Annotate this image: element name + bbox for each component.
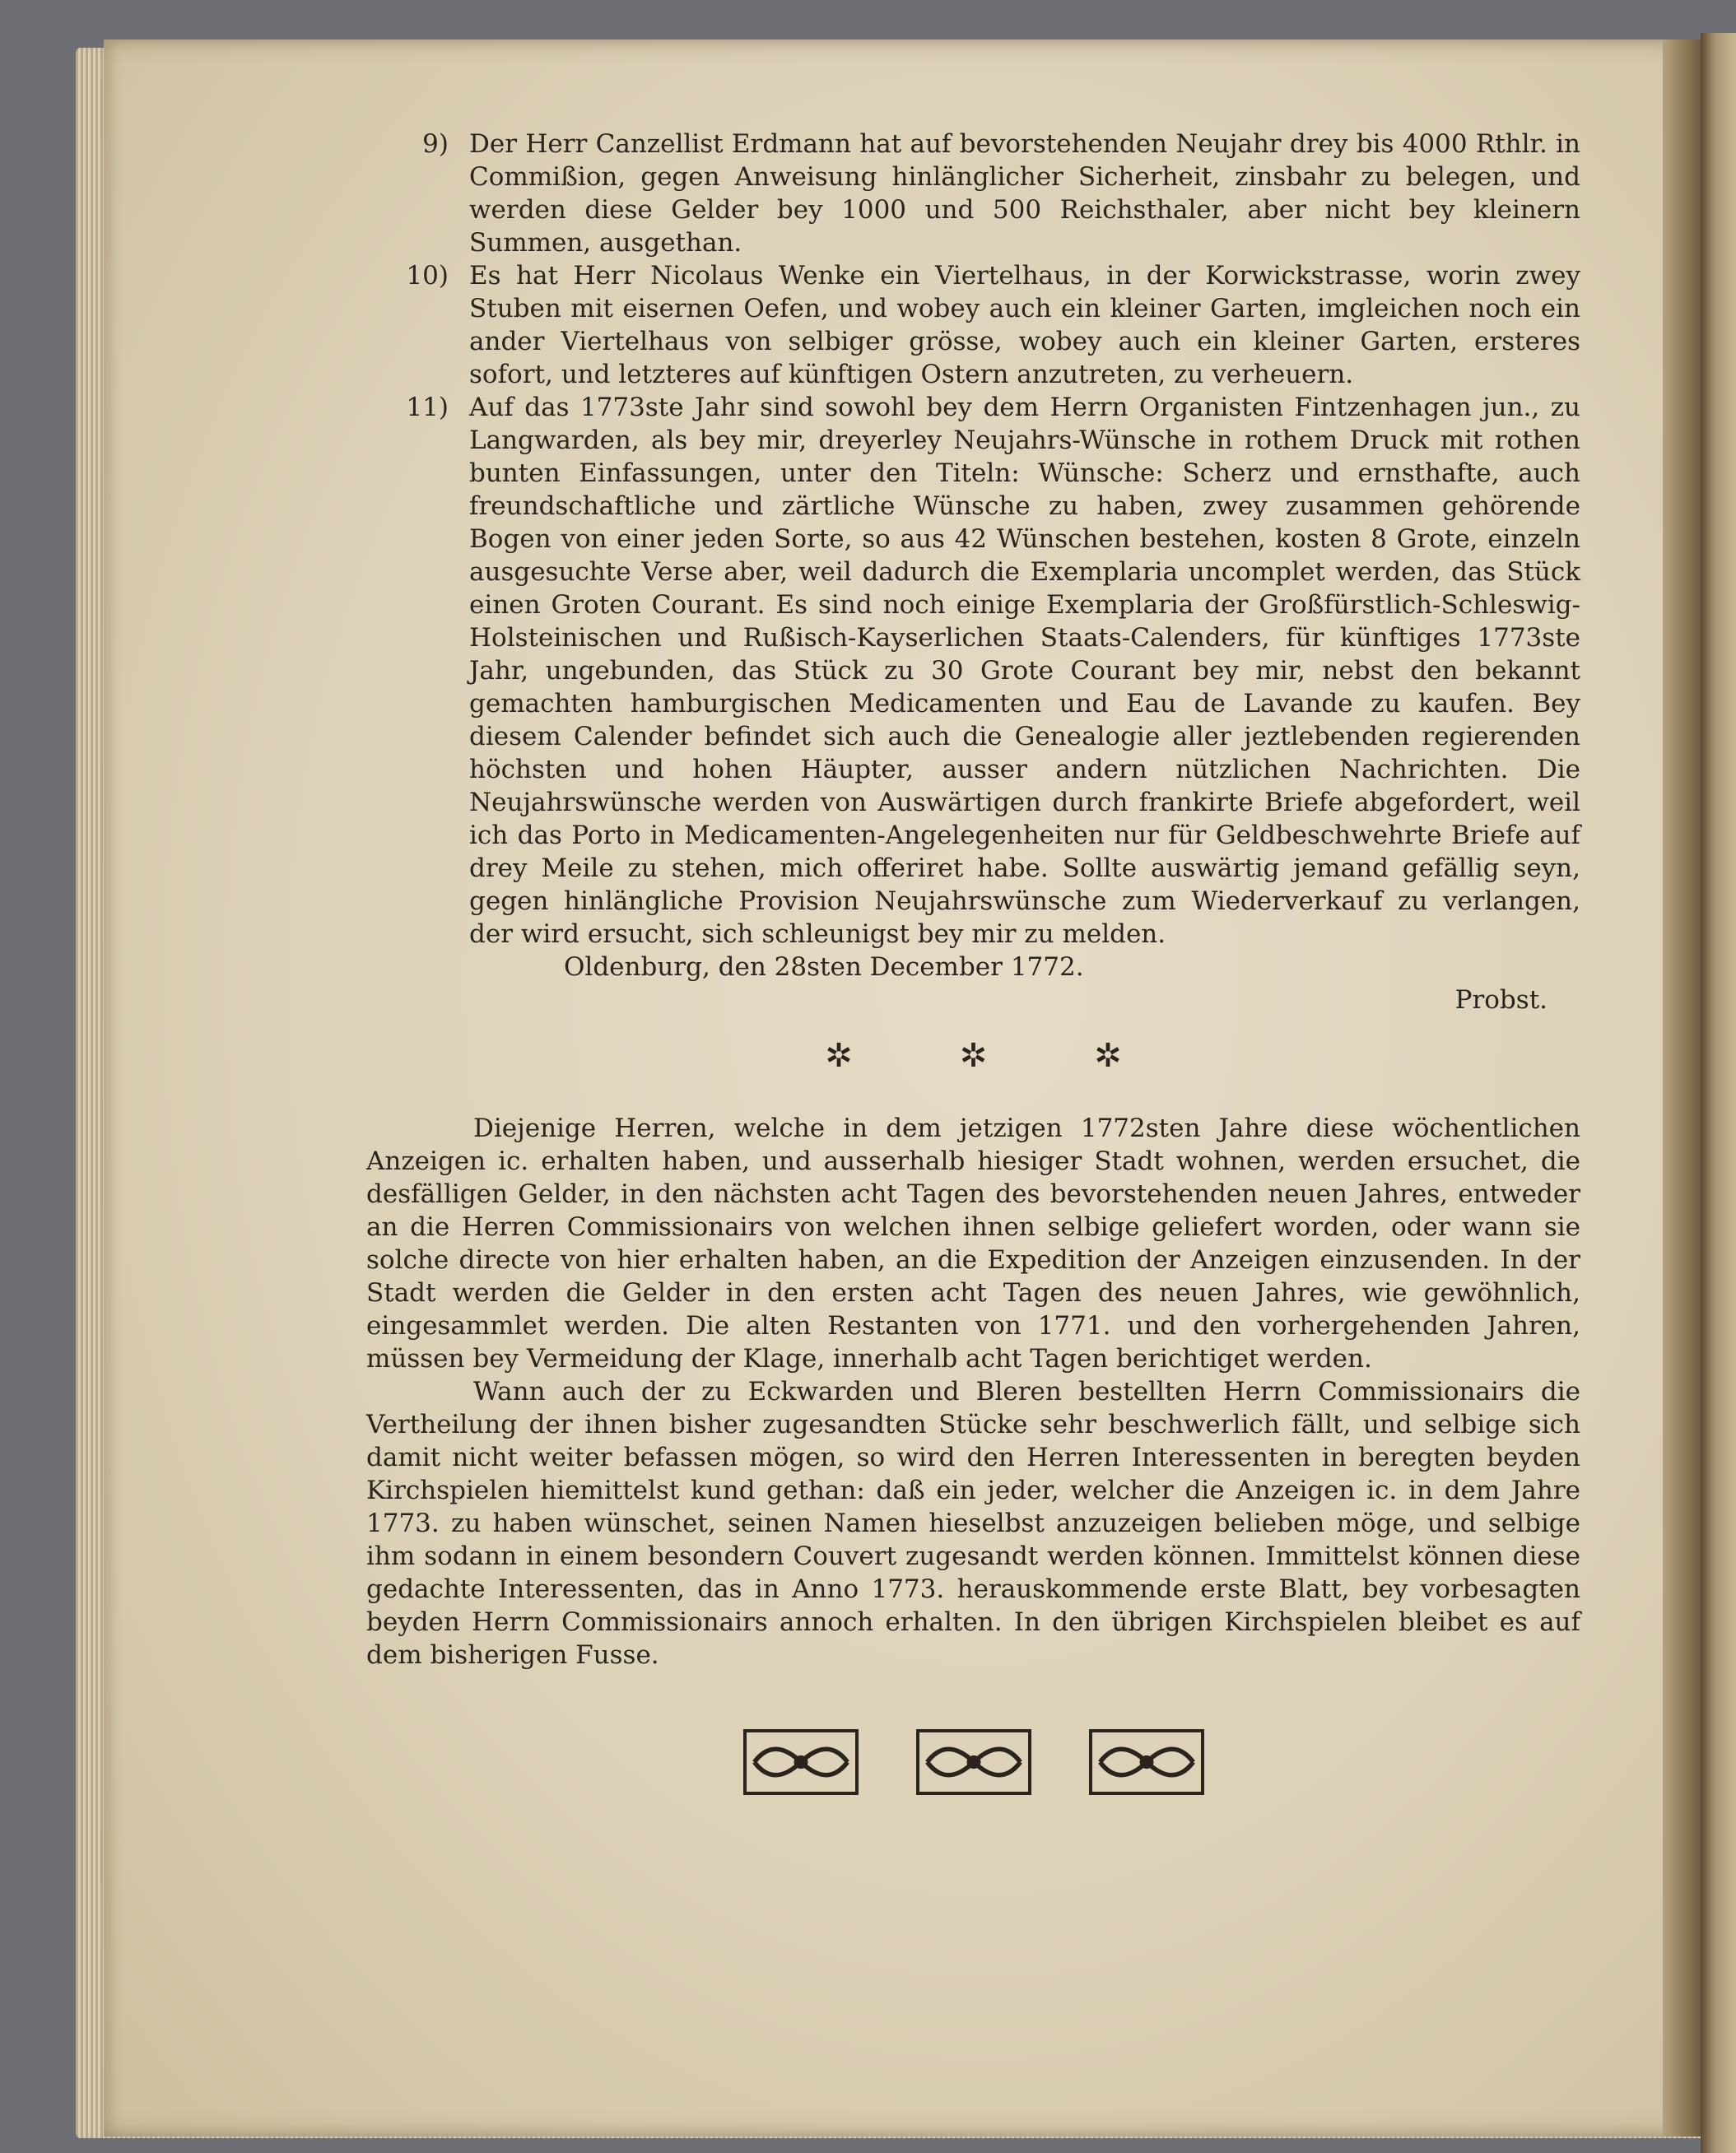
notice-paragraph: Wann auch der zu Eckwarden und Bleren bestellten Herrn Commissionairs die Vertheilung der ihnen bisher zugesandten Stücke sehr beschwerlich fällt, und selbige sich damit nicht weiter befassen mögen, so wird den Herren Interessenten in beregten beyden Kirchspielen hiemittelst kund gethan: daß ein jeder, welcher die Anzeigen ic. in dem Jahre 1773. zu haben wünschet, seinen Namen hieselbst anzuzeigen belieben möge, und selbige ihm sodann in einem besondern Couvert zugesandt werden können. Immittelst können diese gedachte Interessenten, das in Anno 1773. herauskommende erste Blatt, bey vorbesagten beyden Herrn Commissionairs annoch erhalten. In den übrigen Kirchspielen bleibet es auf dem bisherigen Fusse. [366,1377,1580,1670]
section-divider [366,1037,1580,1075]
star-ornament-icon: ✲ [959,1037,988,1075]
footer-ornaments [366,1729,1580,1795]
ornament-icon [743,1729,859,1795]
star-ornament-icon: ✲ [1094,1037,1122,1075]
item-text: Auf das 1773ste Jahr sind sowohl bey dem Herrn Organisten Fintzenhagen jun., zu Langwarden, als bey mir, dreyerley Neujahrs-Wünsche in rothem Druck mit rothen bunten Einfassungen, unter den Titeln: Wünsche: Scherz und ernsthafte, auch freundschaftliche und zärtliche Wünsche zu haben, zwey zusammen gehörende Bogen von einer jeden Sorte, so aus 42 Wünschen bestehen, kosten 8 Grote, einzeln ausgesuchte Verse aber, weil dadurch die Exemplaria uncomplet werden, das Stück einen Groten Courant. Es sind noch einige Exemplaria der Großfürstlich-Schleswig-Holsteinischen und Rußisch-Kayserlichen Staats-Calenders, für künftiges 1773ste Jahr, ungebunden, das Stück zu 30 Grote Courant bey mir, nebst den bekannt gemachten hamburgischen Medicamenten und Eau de Lavande zu kaufen. Bey diesem Calender befindet sich auch die Genealogie aller jeztlebenden regierenden höchsten und hohen Häupter, ausser andern nützlichen Nachrichten. Die Neujahrswünsche werden von Auswärtigen durch frankirte Briefe abgefordert, weil ich das Porto in Medicamenten-Angelegenheiten nur für Geldbeschwehrte Briefe auf drey Meile zu stehen, mich offeriret habe. Sollte auswärtig jemand gefällig seyn, gegen hinlängliche Provision Neujahrswünsche zum Wiederverkauf zu verlangen, der wird ersucht, sich schleunigst bey mir zu melden. [469,393,1580,949]
item-number: 10) [406,261,449,291]
item-text: Es hat Herr Nicolaus Wenke ein Viertelhaus, in der Korwickstrasse, worin zwey Stuben mit eisernen Oefen, und wobey auch ein kleiner Garten, imgleichen noch ein ander Viertelhaus von selbiger grösse, wobey auch ein kleiner Garten, ersteres sofort, und letzteres auf künftigen Ostern anzutreten, zu verheuern. [469,261,1580,389]
signoff [366,951,1580,1015]
book-gutter [1663,40,1701,2137]
item-number: 11) [406,393,449,422]
notice-paragraph: Diejenige Herren, welche in dem jetzigen 1772sten Jahre diese wöchentlichen Anzeigen ic. erhalten haben, und ausserhalb hiesiger Stadt wohnen, werden ersuchet, die desfälligen Gelder, in den nächsten acht Tagen des bevorstehenden neuen Jahres, entweder an die Herren Commissionairs von welchen ihnen selbige geliefert worden, oder wann sie solche directe von hier erhalten haben, an die Expedition der Anzeigen einzusenden. In der Stadt werden die Gelder in den ersten acht Tagen des neuen Jahres, wie gewöhnlich, eingesammlet werden. Die alten Restanten von 1771. und den vorhergehenden Jahren, müssen bey Vermeidung der Klage, innerhalb acht Tagen berichtiget werden. [366,1114,1580,1374]
place-date: Oldenburg, den 28sten December 1772. [564,952,1084,982]
star-ornament-icon: ✲ [825,1037,853,1075]
list-item [366,391,1580,951]
facing-page-edge [1701,33,1736,2153]
signature: Probst. [1454,985,1548,1015]
item-text: Der Herr Canzellist Erdmann hat auf bevorstehenden Neujahr drey bis 4000 Rthlr. in Commißion, gegen Anweisung hinlänglicher Sicherheit, zinsbahr zu belegen, und werden diese Gelder bey 1000 und 500 Reichsthaler, aber nicht bey kleinern Summen, ausgethan. [469,129,1580,258]
item-number: 9) [422,129,449,159]
ornament-icon [1089,1729,1204,1795]
page-text [366,128,1580,1795]
ornament-icon [916,1729,1031,1795]
list-item [366,128,1580,259]
list-item [366,259,1580,391]
